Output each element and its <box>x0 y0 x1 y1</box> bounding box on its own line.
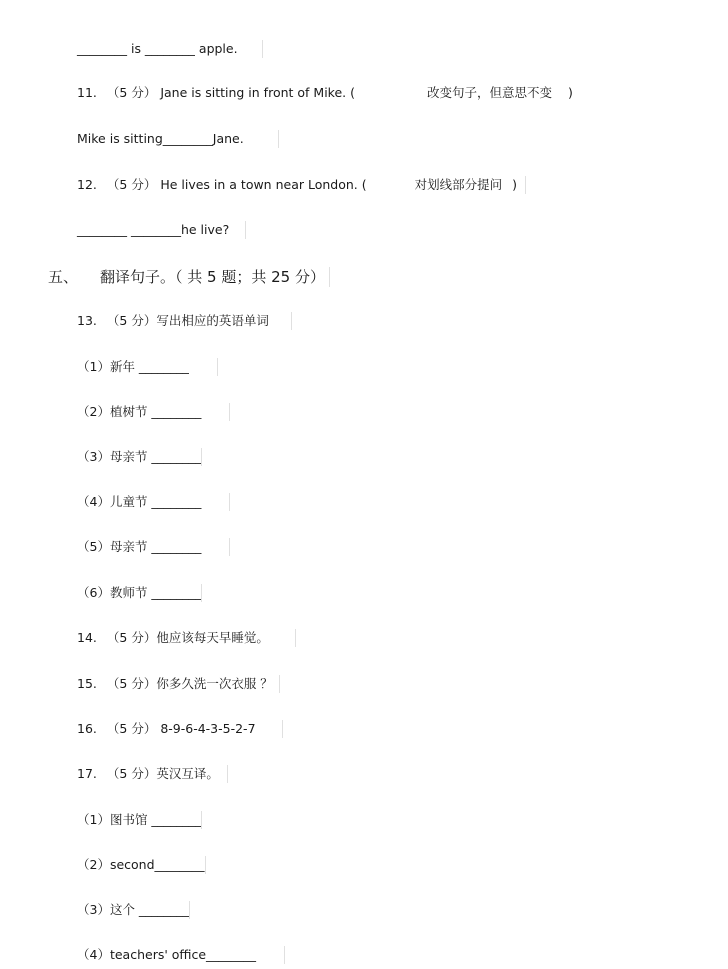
q17-item-3 <box>77 901 190 919</box>
question-number: 14. <box>77 630 97 645</box>
question-12 <box>77 176 526 194</box>
question-16 <box>77 720 283 738</box>
q13-item-6 <box>77 584 202 602</box>
text-divider <box>229 403 230 421</box>
text-divider <box>201 448 202 466</box>
question-score: （5 分） <box>106 177 157 192</box>
item-text: （2）second________ <box>77 857 205 872</box>
question-number: 15. <box>77 676 97 691</box>
text-divider <box>229 538 230 556</box>
item-text: （6）教师节 ________ <box>77 585 202 600</box>
question-11 <box>77 85 573 101</box>
question-score: （5 分） <box>106 766 157 781</box>
text-divider <box>284 946 285 964</box>
text-divider <box>205 856 206 874</box>
q13-item-2 <box>77 403 230 421</box>
section-title: 翻译句子。（ 共 5 题；共 25 分） <box>100 268 325 286</box>
q13-item-5 <box>77 538 230 556</box>
text-divider <box>295 629 296 647</box>
question-score: （5 分） <box>106 85 157 100</box>
fill-in-sentence-10 <box>77 40 263 58</box>
text-divider <box>278 130 279 148</box>
text-divider <box>227 765 228 783</box>
q13-item-1 <box>77 358 218 376</box>
question-number: 16. <box>77 721 97 736</box>
section-number: 五、 <box>48 268 79 286</box>
text-divider <box>282 720 283 738</box>
q17-item-2 <box>77 856 206 874</box>
question-score: （5 分） <box>106 676 157 691</box>
question-instruction: 改变句子，但意思不变 <box>426 85 552 100</box>
q17-item-4 <box>77 946 285 964</box>
text-divider <box>525 176 526 194</box>
item-text: （3）这个 ________ <box>77 902 189 917</box>
question-text: 8-9-6-4-3-5-2-7 <box>160 721 256 736</box>
sentence-text: ________ ________he live? <box>77 222 230 237</box>
text-divider <box>217 358 218 376</box>
question-text: 你多久洗一次衣服 ？ <box>156 676 273 691</box>
q13-item-3 <box>77 448 202 466</box>
item-text: （4）儿童节 ________ <box>77 494 202 509</box>
q13-item-4 <box>77 493 230 511</box>
question-text: 他应该每天早睡觉。 <box>156 630 269 645</box>
question-number: 12. <box>77 177 97 192</box>
question-text: 写出相应的英语单词 <box>156 313 269 328</box>
text-divider <box>201 811 202 829</box>
answer-line-12 <box>77 221 246 239</box>
text-divider <box>189 901 190 919</box>
text-divider <box>201 584 202 602</box>
text-divider <box>229 493 230 511</box>
section-heading <box>48 267 330 287</box>
sentence-text: Mike is sitting________Jane. <box>77 131 244 146</box>
question-15 <box>77 675 280 693</box>
text-divider <box>262 40 263 58</box>
item-text: （1）图书馆 ________ <box>77 812 202 827</box>
q17-item-1 <box>77 811 202 829</box>
item-text: （4）teachers' office________ <box>77 947 257 962</box>
text-divider <box>279 675 280 693</box>
item-text: （5）母亲节 ________ <box>77 539 202 554</box>
question-number: 13. <box>77 313 97 328</box>
closing-paren: ) <box>512 177 518 192</box>
question-number: 17. <box>77 766 97 781</box>
question-13 <box>77 312 292 330</box>
sentence-text: ________ is ________ apple. <box>77 41 238 56</box>
closing-paren: ) <box>568 85 573 100</box>
question-number: 11. <box>77 85 97 100</box>
question-17 <box>77 765 228 783</box>
question-text: 英汉互译。 <box>156 766 219 781</box>
item-text: （1）新年 ________ <box>77 359 189 374</box>
question-text: Jane is sitting in front of Mike. ( <box>160 85 355 100</box>
text-divider <box>291 312 292 330</box>
item-text: （3）母亲节 ________ <box>77 449 202 464</box>
question-score: （5 分） <box>106 313 157 328</box>
question-instruction: 对划线部分提问 <box>414 177 503 192</box>
text-divider <box>245 221 246 239</box>
question-text: He lives in a town near London. ( <box>160 177 367 192</box>
answer-line-11 <box>77 130 279 148</box>
text-divider <box>329 267 330 287</box>
question-score: （5 分） <box>106 721 157 736</box>
item-text: （2）植树节 ________ <box>77 404 202 419</box>
question-14 <box>77 629 296 647</box>
question-score: （5 分） <box>106 630 157 645</box>
